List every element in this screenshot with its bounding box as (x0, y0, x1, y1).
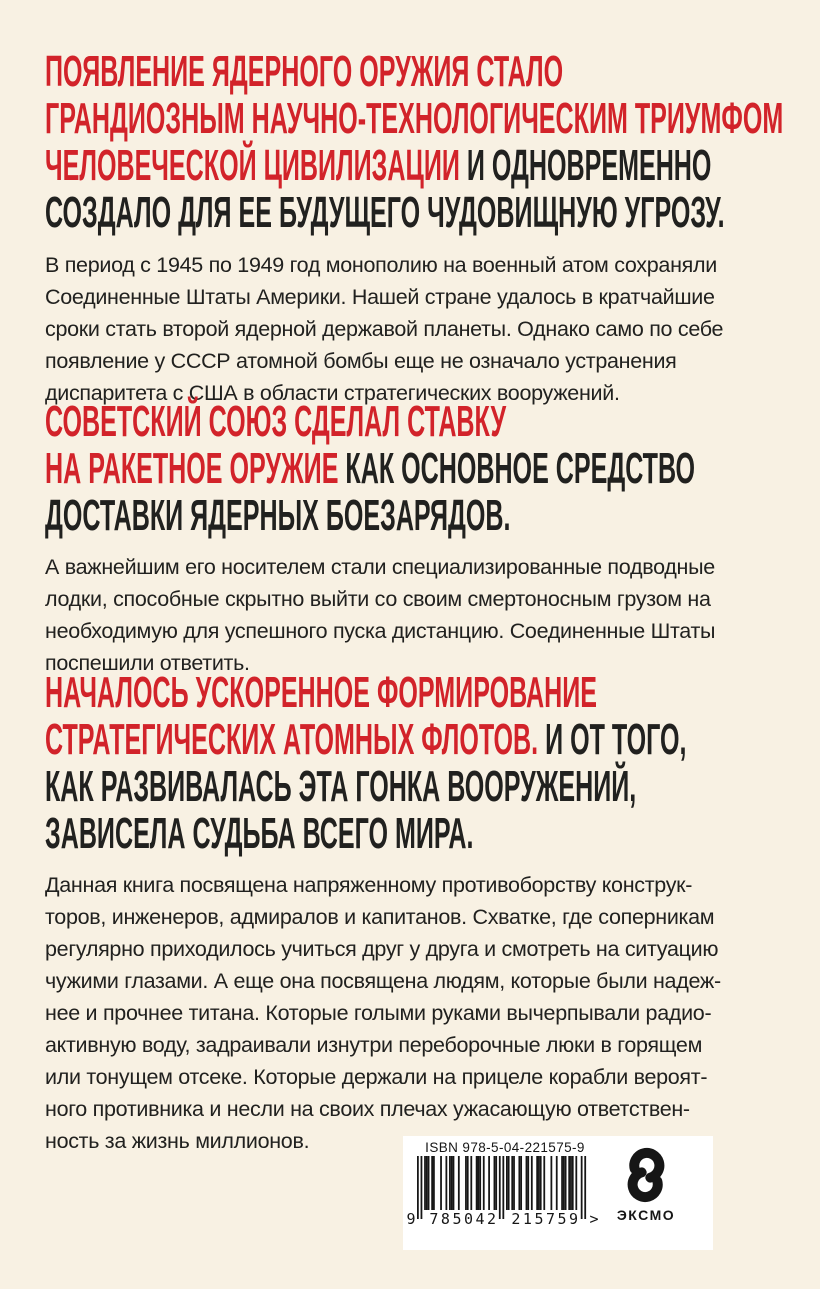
headline-segment-black: СОЗДАЛО ДЛЯ ЕЕ БУДУЩЕГО ЧУДОВИЩНУЮ УГРОЗУ. (45, 188, 725, 237)
headline-line (45, 763, 686, 810)
ean-right-group: 215759 (511, 1210, 581, 1228)
headline-line (45, 445, 695, 492)
headline-line (45, 95, 783, 142)
ean-first-digit: 9 (406, 1210, 416, 1228)
headline-line (45, 142, 783, 189)
headline-segment-red: ЧЕЛОВЕЧЕСКОЙ ЦИВИЛИЗАЦИИ (45, 141, 467, 190)
ean13-digits (403, 1210, 603, 1228)
ean-left-group: 785042 (429, 1210, 499, 1228)
headline-segment-black: И ОДНОВРЕМЕННО (466, 141, 712, 190)
headline-segment-red: СТРАТЕГИЧЕСКИХ АТОМНЫХ ФЛОТОВ. (45, 715, 546, 764)
eksmo-swirl-icon (620, 1146, 672, 1204)
headline-2 (45, 398, 820, 539)
headline-segment-black: И ОТ ТОГО, (545, 715, 687, 764)
headline-segment-red: НА РАКЕТНОЕ ОРУЖИЕ (45, 444, 346, 493)
headline-line (45, 189, 783, 236)
isbn-barcode-panel (403, 1136, 713, 1250)
headline-line (45, 716, 686, 763)
annotation-paragraph-1: В период с 1945 по 1949 год монополию на военный атом сохраняли Соединенные Штаты Америки. Нашей стране удалось в кратчайшие сроки стать второй ядерной державой планеты. Однако само по себе появление у СССР атомной бомбы еще не означало устранения диспаритета с США в области стратегических вооружений. (45, 253, 724, 405)
headline-3 (45, 669, 820, 857)
annotation-paragraph-3: Данная книга посвящена напряженному противоборству конструк- торов, инженеров, адмиралов и капитанов. Схватке, где соперникам регулярно приходилось учиться друг у друга и смотреть на ситуацию чужими глазами. А еще она посвящена людям, которые были надеж- нее и прочнее титана. Которые голыми руками вычерпывали радио- активную воду, задраивали изнутри переборочные люки в горящем или тонущем отсеке. Которые держали на прицеле корабли вероят- ного противника и несли на своих плечах ужасающую ответствен- ность за жизнь миллионов. (45, 873, 721, 1153)
headline-line (45, 48, 783, 95)
headline-1 (45, 48, 820, 236)
headline-segment-red: НАЧАЛОСЬ УСКОРЕННОЕ ФОРМИРОВАНИЕ (45, 668, 597, 717)
headline-line (45, 669, 686, 716)
headline-line (45, 492, 695, 539)
headline-segment-red: ПОЯВЛЕНИЕ ЯДЕРНОГО ОРУЖИЯ СТАЛО (45, 47, 564, 96)
headline-segment-black: КАК ОСНОВНОЕ СРЕДСТВО (345, 444, 696, 493)
headline-segment-black: ДОСТАВКИ ЯДЕРНЫХ БОЕЗАРЯДОВ. (45, 491, 511, 540)
headline-line (45, 810, 686, 857)
annotation-paragraph-2: А важнейшим его носителем стали специализированные подводные лодки, способные скрытно выйти со своим смертоносным грузом на необходимую для успешного пуска дистанцию. Соединенные Штаты поспешили ответить. (45, 555, 716, 675)
publisher-logo-block (615, 1146, 677, 1223)
headline-segment-red: СОВЕТСКИЙ СОЮЗ СДЕЛАЛ СТАВКУ (45, 397, 507, 446)
publisher-name: ЭКСМО (616, 1207, 676, 1223)
headline-segment-black: ЗАВИСЕЛА СУДЬБА ВСЕГО МИРА. (45, 809, 474, 858)
headline-line (45, 398, 695, 445)
ean-terminator: > (589, 1210, 599, 1228)
headline-segment-black: КАК РАЗВИВАЛАСЬ ЭТА ГОНКА ВООРУЖЕНИЙ, (45, 762, 637, 811)
isbn-number: ISBN 978-5-04-221575-9 (425, 1140, 585, 1155)
headline-segment-red: ГРАНДИОЗНЫМ НАУЧНО-ТЕХНОЛОГИЧЕСКИМ ТРИУМФОМ (45, 94, 784, 143)
